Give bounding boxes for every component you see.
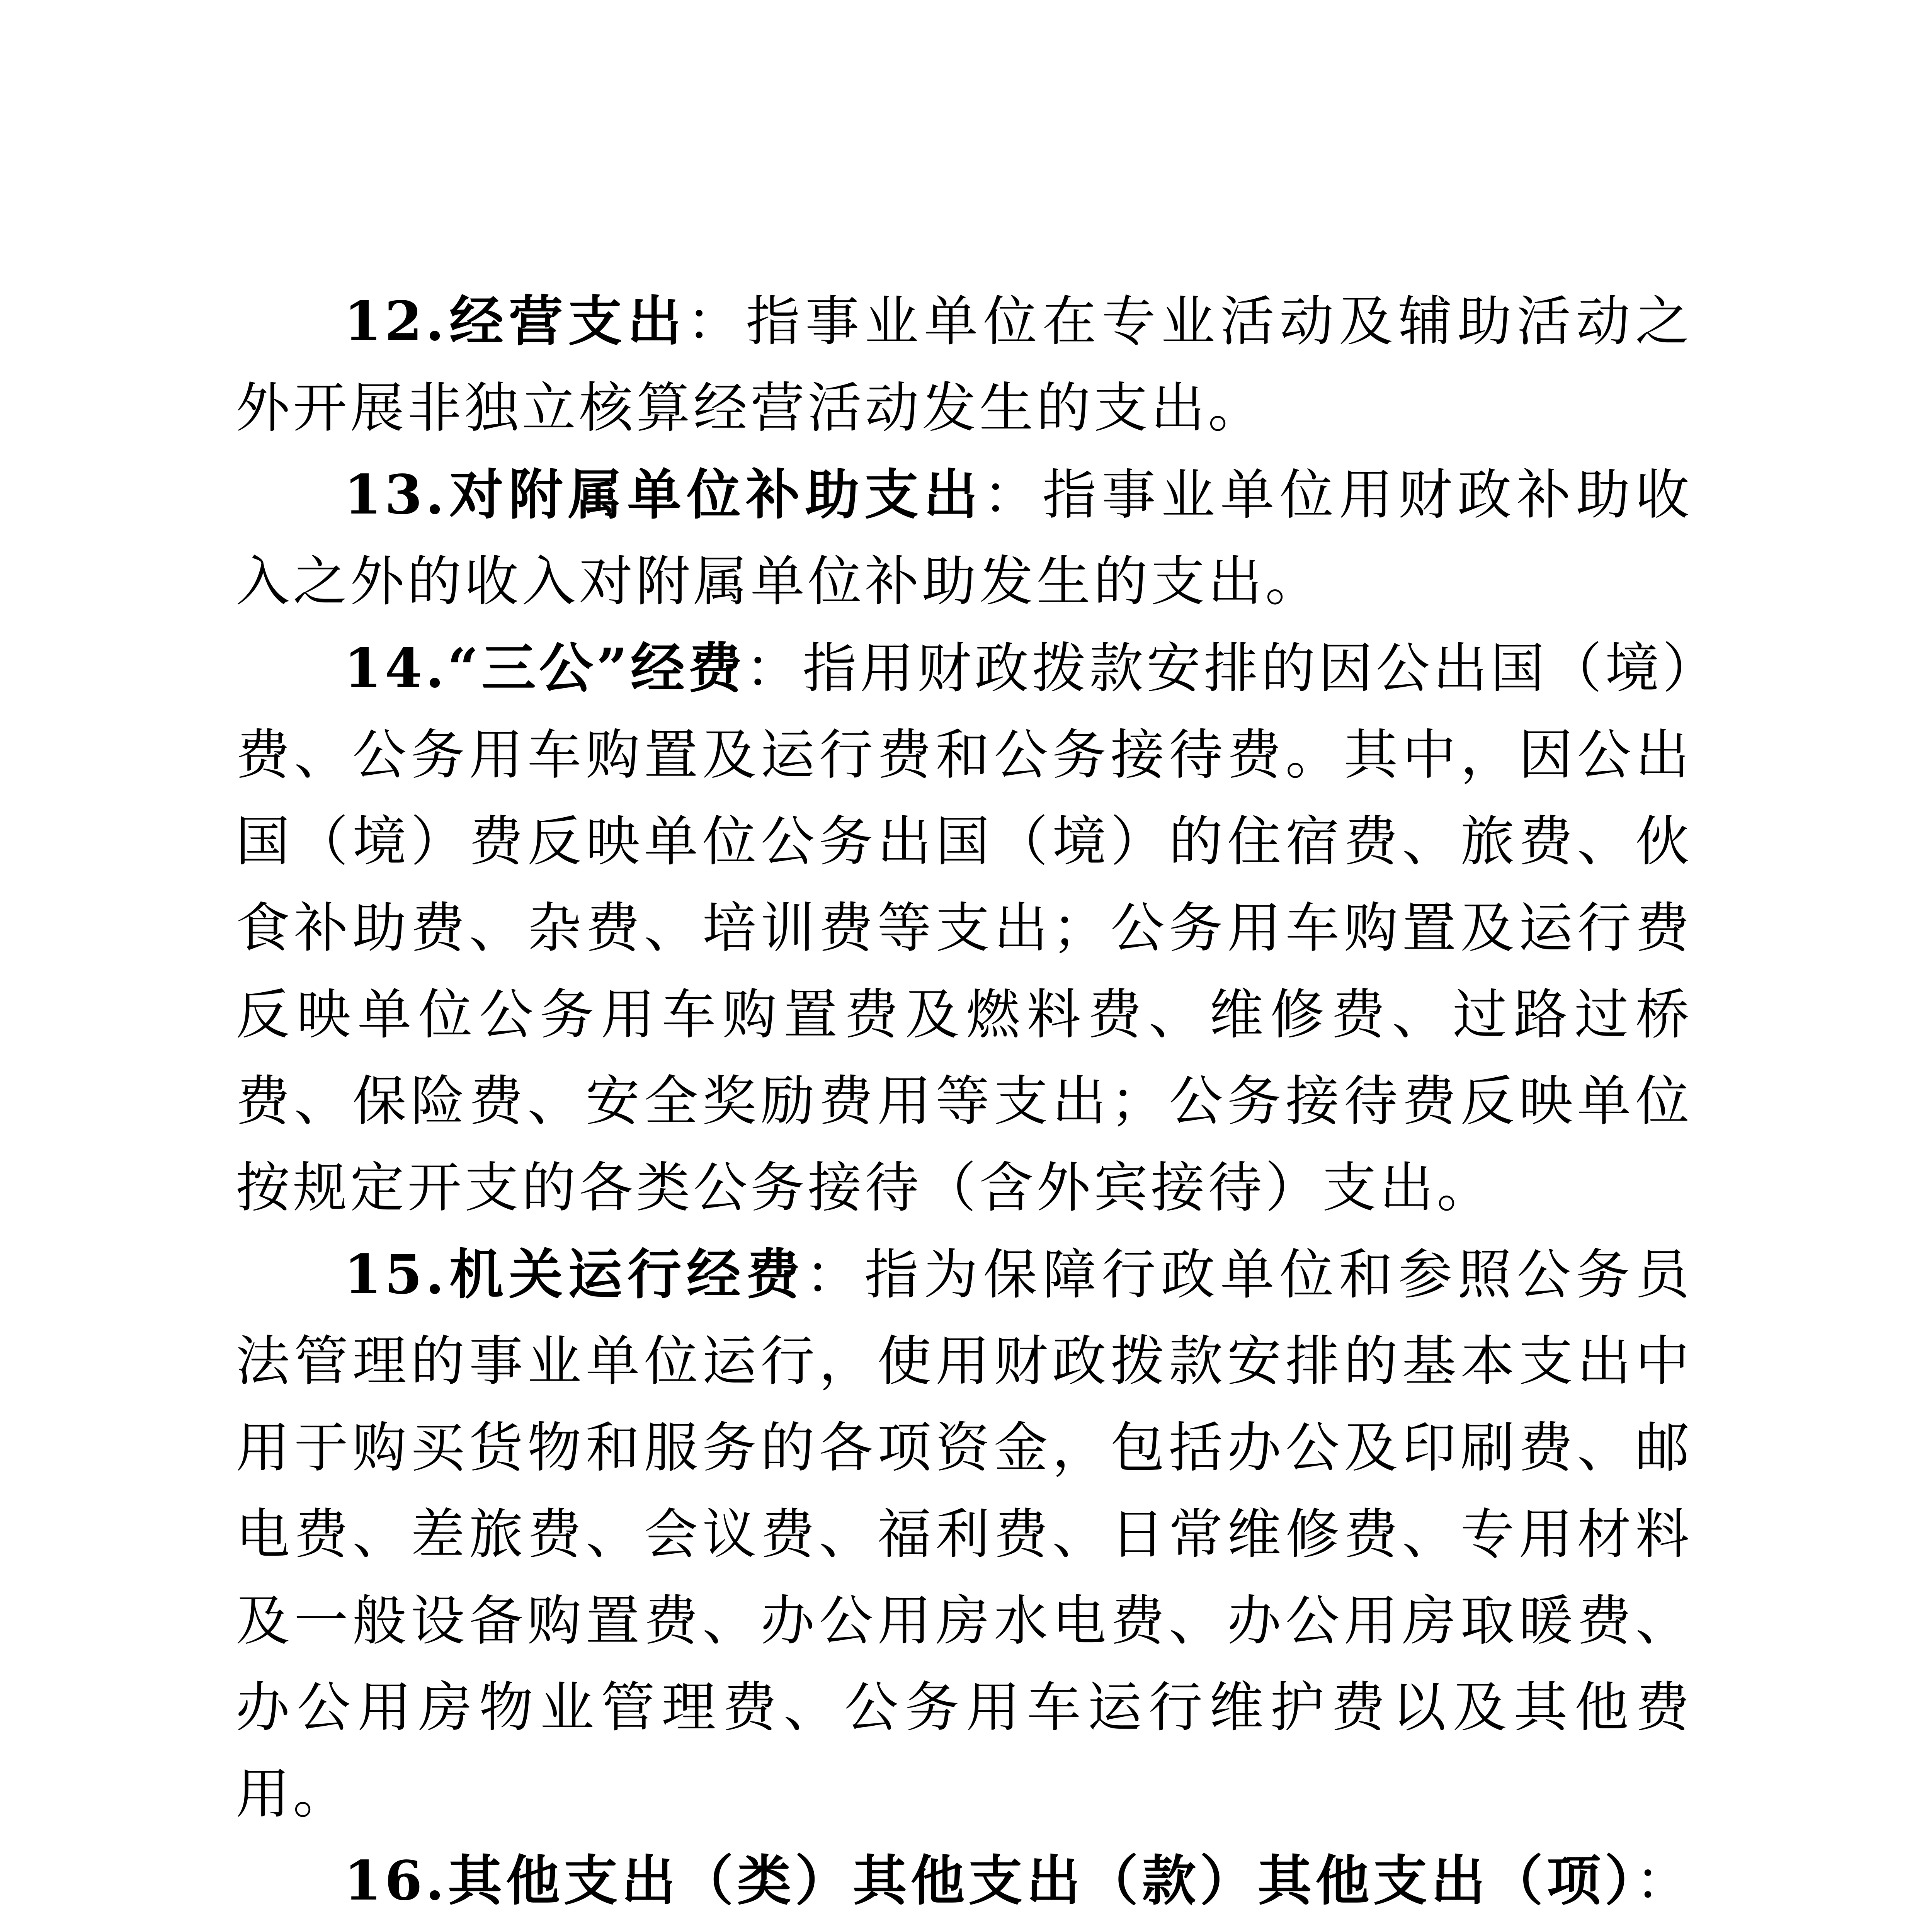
- term-colon: ：: [745, 637, 803, 700]
- paragraph-text: 指为保障行政单位和参照公务员法管理的事业单位运行，使用财政拨款安排的基本支出中用于购买货物和服务的各项资金，包括办公及印刷费、邮电费、差旅费、会议费、福利费、日常维修费、专用材料及一般设备购置费、办公用房水电费、办公用房取暖费、办公用房物业管理费、公务用车运行维护费以及其他费用。: [236, 1243, 1692, 1826]
- term-heading: 12.经营支出: [344, 290, 687, 353]
- document-body: [236, 278, 1692, 1932]
- term-colon: ：: [983, 464, 1043, 527]
- paragraph-text: 指事业单位用财政补助收入之外的收入对附属单位补助发生的支出。: [236, 464, 1692, 613]
- term-heading: 16.其他支出（类）其他支出（款）其他支出（项）: [344, 1849, 1635, 1913]
- term-colon: ：: [805, 1243, 865, 1306]
- paragraph-three-public-expenses: [236, 625, 1692, 1231]
- term-colon: ：: [686, 290, 746, 353]
- term-colon: ：: [1635, 1850, 1692, 1913]
- term-heading: 14.“三公”经费: [344, 637, 745, 700]
- paragraph-operating-expenditure: [236, 278, 1692, 452]
- term-heading: 13.对附属单位补助支出: [344, 463, 983, 527]
- paragraph-other-expenditure: [236, 1838, 1692, 1932]
- paragraph-text: 指事业单位在专业活动及辅助活动之外开展非独立核算经营活动发生的支出。: [236, 290, 1692, 440]
- paragraph-text: 指用财政拨款安排的因公出国（境）费、公务用车购置及运行费和公务接待费。其中，因公出国（境）费反映单位公务出国（境）的住宿费、旅费、伙食补助费、杂费、培训费等支出；公务用车购置及运行费反映单位公务用车购置费及燃料费、维修费、过路过桥费、保险费、安全奖励费用等支出；公务接待费反映单位按规定开支的各类公务接待（含外宾接待）支出。: [236, 637, 1692, 1219]
- paragraph-subsidy-to-affiliates: [236, 452, 1692, 625]
- paragraph-agency-operating-funds: [236, 1231, 1692, 1838]
- term-heading: 15.机关运行经费: [344, 1243, 805, 1306]
